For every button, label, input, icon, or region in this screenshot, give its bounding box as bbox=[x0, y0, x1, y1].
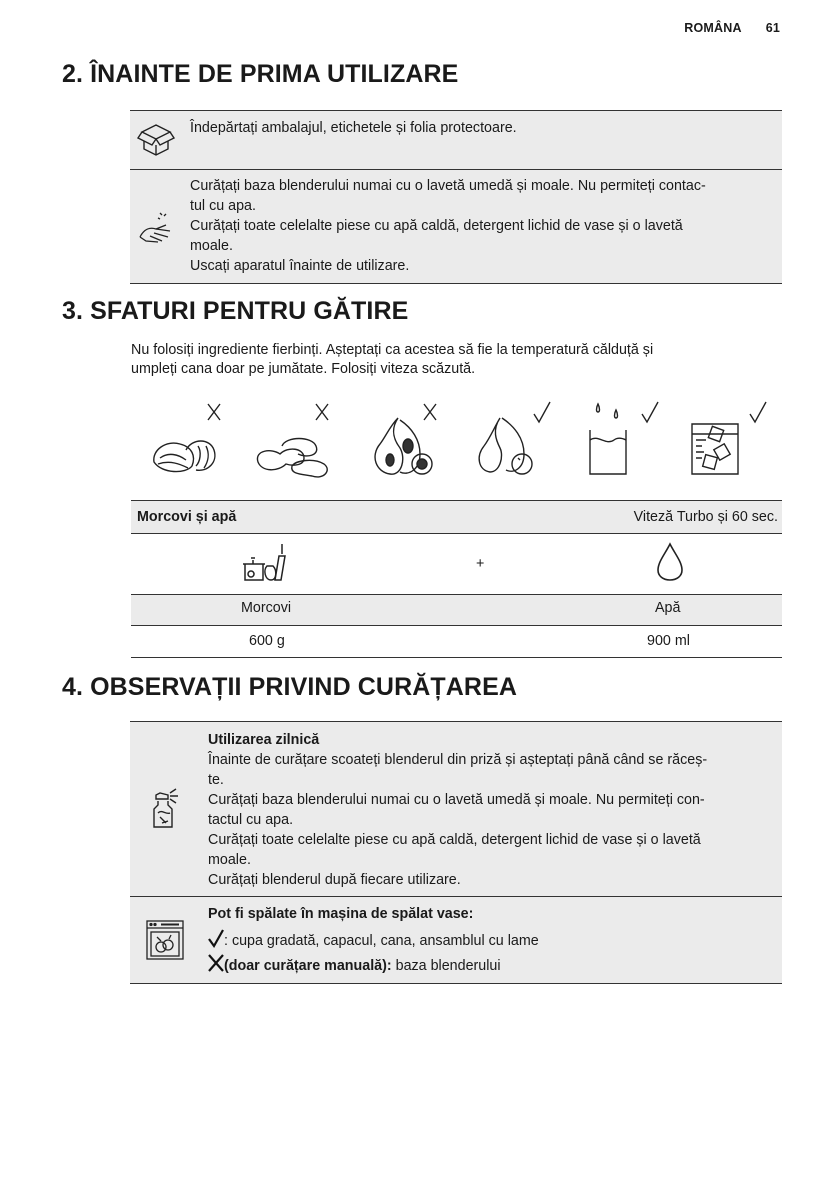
plus-sign: + bbox=[476, 556, 485, 572]
spray-cleaning-icon bbox=[130, 722, 200, 896]
check-mark-icon bbox=[208, 929, 224, 947]
food-nuts bbox=[148, 400, 228, 480]
text-line: Îndepărtați ambalajul, etichetele și folia protectoare. bbox=[190, 120, 517, 136]
cleaning-row-dishwasher bbox=[130, 897, 782, 984]
package-box-icon bbox=[130, 111, 182, 169]
daily-cleaning-text bbox=[208, 730, 707, 890]
dishwasher-text bbox=[208, 903, 539, 977]
dishwasher-unsafe-bold: (doar curățare manuală): bbox=[224, 958, 392, 974]
language-label: ROMÂNA bbox=[684, 21, 742, 35]
section-3-title: 3. SFATURI PENTRU GĂTIRE bbox=[62, 297, 409, 325]
cleaning-box bbox=[130, 721, 782, 984]
section-2-title: 2. ÎNAINTE DE PRIMA UTILIZARE bbox=[62, 60, 459, 88]
text-line: Uscați aparatul înainte de utilizare. bbox=[190, 258, 410, 274]
first-use-text-2 bbox=[190, 176, 706, 276]
ingredient-2-name: Apă bbox=[655, 600, 681, 616]
dishwasher-safe-text: : cupa gradată, capacul, cana, ansamblul cu lame bbox=[224, 933, 539, 949]
ingredient-2-amount: 900 ml bbox=[647, 633, 690, 649]
carrot-vegetables-icon bbox=[241, 540, 289, 588]
text-line: Nu folosiți ingrediente fierbinți. Așteptați ca acestea să fie la temperatură călduță și bbox=[131, 342, 654, 358]
text-line: Curățați toate celelalte piese cu apă caldă, detergent lichid de vase și o lavetă bbox=[190, 218, 683, 234]
check-mark bbox=[750, 402, 766, 422]
page-number: 61 bbox=[765, 21, 780, 35]
recipe-ingredients-row bbox=[131, 595, 782, 626]
ice-cubes-glass-icon bbox=[692, 424, 738, 474]
text-line: Curățați baza blenderului numai cu o lavetă umedă și moale. Nu permiteți contac- bbox=[190, 178, 706, 194]
check-mark bbox=[534, 402, 550, 422]
text-line: Curățați blenderul după fiecare utilizare. bbox=[208, 872, 461, 888]
cross-mark bbox=[424, 404, 436, 420]
recipe-name: Morcovi și apă bbox=[137, 509, 237, 525]
water-drop-icon bbox=[655, 542, 685, 586]
liquid-glass-icon bbox=[590, 404, 626, 474]
recipe-speed: Viteză Turbo și 60 sec. bbox=[633, 509, 778, 525]
food-liquid bbox=[582, 400, 662, 480]
page-header bbox=[684, 21, 780, 35]
first-use-text-1 bbox=[190, 118, 517, 138]
recipe-amounts-row bbox=[131, 627, 782, 658]
check-mark bbox=[642, 402, 658, 422]
cooking-tips-intro bbox=[131, 341, 653, 379]
first-use-box bbox=[130, 110, 782, 284]
ingredient-1-name: Morcovi bbox=[241, 600, 292, 616]
dishwasher-safe-line bbox=[208, 929, 539, 952]
first-use-row-cleaning bbox=[130, 170, 782, 284]
text-line: moale. bbox=[190, 238, 233, 254]
text-line: te. bbox=[208, 772, 224, 788]
text-line: tactul cu apa. bbox=[208, 812, 294, 828]
nuts-icon bbox=[154, 441, 215, 472]
cleaning-cloth-icon bbox=[130, 170, 182, 283]
beans-icon bbox=[257, 439, 327, 477]
dishwasher-unsafe-line bbox=[208, 954, 539, 977]
text-line: umpleți cana doar pe jumătate. Folosiți viteza scăzută. bbox=[131, 361, 476, 377]
text-line: Curățați toate celelalte piese cu apă caldă, detergent lichid de vase și o lavetă bbox=[208, 832, 701, 848]
text-line: Înainte de curățare scoateți blenderul din priză și așteptați până când se răceș- bbox=[208, 752, 708, 768]
avocado-hard-fruit-icon bbox=[375, 418, 432, 474]
cross-mark bbox=[316, 404, 328, 420]
first-use-row-packaging bbox=[130, 111, 782, 170]
text-line: tul cu apa. bbox=[190, 198, 256, 214]
food-ice bbox=[688, 400, 768, 480]
food-soft-fruit bbox=[474, 400, 554, 480]
food-avocado bbox=[368, 400, 448, 480]
cross-mark bbox=[208, 404, 220, 420]
recipe-header-row bbox=[131, 500, 782, 534]
text-line: moale. bbox=[208, 852, 251, 868]
ingredient-1-amount: 600 g bbox=[249, 633, 285, 649]
section-4-title: 4. OBSERVAȚII PRIVIND CURĂȚAREA bbox=[62, 673, 518, 701]
text-line: Curățați baza blenderului numai cu o lavetă umedă și moale. Nu permiteți con- bbox=[208, 792, 705, 808]
dishwasher-heading: Pot fi spălate în mașina de spălat vase: bbox=[208, 906, 474, 922]
dishwasher-icon bbox=[130, 897, 200, 983]
dishwasher-unsafe-text: baza blenderului bbox=[391, 958, 501, 974]
food-beans bbox=[252, 400, 342, 480]
daily-heading: Utilizarea zilnică bbox=[208, 732, 320, 748]
cleaning-row-daily bbox=[130, 722, 782, 897]
recipe-icons-row bbox=[131, 534, 782, 595]
cross-mark-icon bbox=[208, 954, 224, 972]
soft-fruit-icon bbox=[479, 418, 532, 474]
